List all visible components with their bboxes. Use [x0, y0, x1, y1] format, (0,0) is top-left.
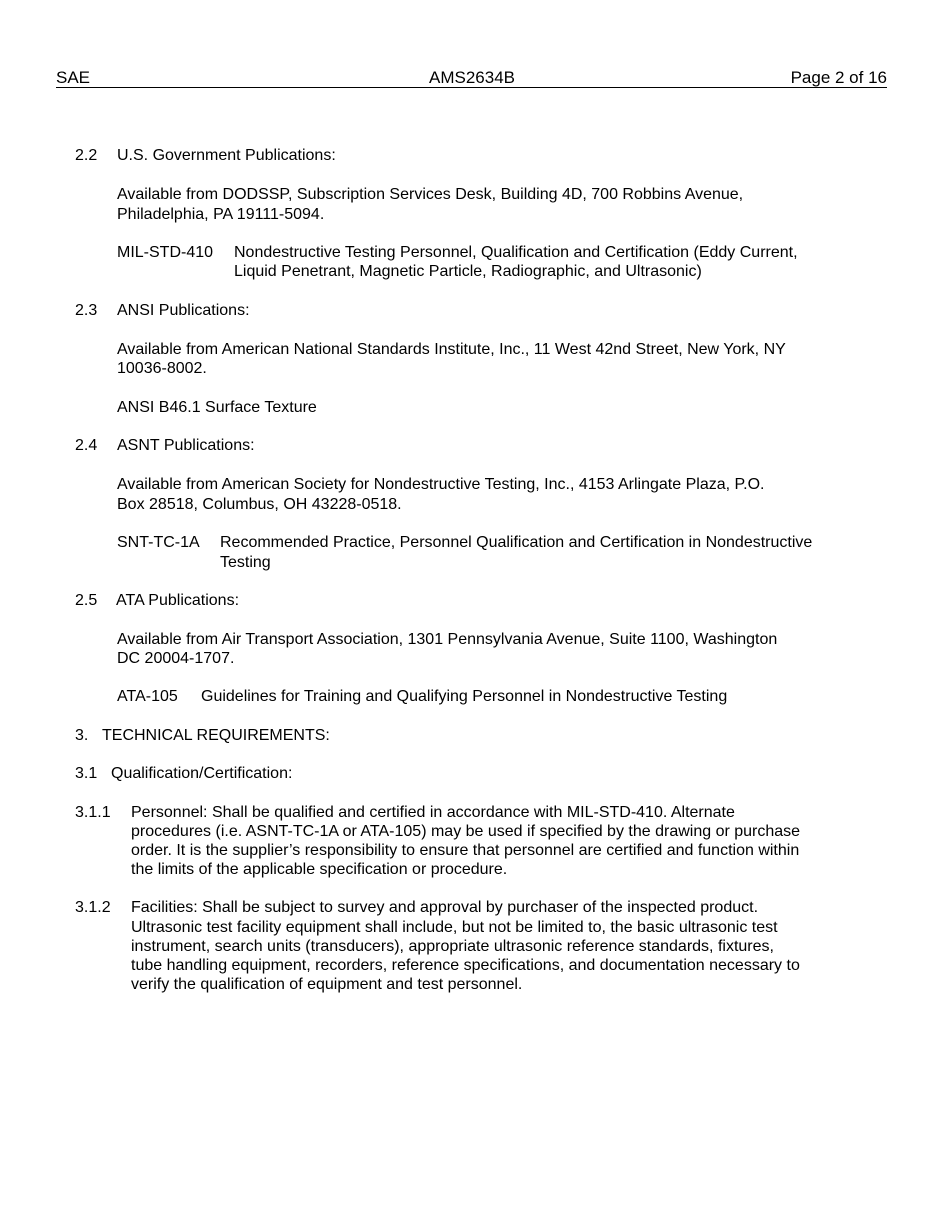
section-title: Qualification/Certification:	[111, 765, 293, 782]
section-title: ANSI Publications:	[117, 302, 250, 319]
paragraph-line: instrument, search units (transducers), appropriate ultrasonic reference standards, fixtures,	[131, 938, 774, 955]
paragraph-line: Personnel: Shall be qualified and certified in accordance with MIL-STD-410. Alternate	[131, 804, 735, 821]
section-number: 3.1	[75, 765, 98, 782]
availability-text: Available from American Society for Nondestructive Testing, Inc., 4153 Arlingate Plaza, P.O.	[117, 476, 765, 493]
page-header	[56, 68, 887, 88]
section-number: 3.1.2	[75, 899, 111, 916]
availability-text: DC 20004-1707.	[117, 650, 235, 667]
reference-id: MIL-STD-410	[117, 244, 214, 261]
section-title: TECHNICAL REQUIREMENTS:	[102, 727, 330, 744]
section-number: 2.4	[75, 437, 98, 454]
reference-id: ATA-105	[117, 688, 178, 705]
section-title: ASNT Publications:	[117, 437, 255, 454]
reference-text: ANSI B46.1 Surface Texture	[117, 399, 317, 416]
section-number: 2.5	[75, 592, 98, 609]
section-number: 3.1.1	[75, 804, 111, 821]
reference-id: SNT-TC-1A	[117, 534, 200, 551]
section-number: 2.2	[75, 147, 98, 164]
reference-title: Testing	[220, 554, 271, 571]
availability-text: Philadelphia, PA 19111-5094.	[117, 206, 325, 223]
header-page-number: Page 2 of 16	[790, 68, 887, 87]
availability-text: 10036-8002.	[117, 360, 207, 377]
paragraph-line: Facilities: Shall be subject to survey and approval by purchaser of the inspected product.	[131, 899, 759, 916]
header-org: SAE	[56, 68, 91, 87]
reference-title: Nondestructive Testing Personnel, Qualification and Certification (Eddy Current,	[234, 244, 798, 261]
header-doc-number: AMS2634B	[429, 68, 515, 87]
paragraph-line: the limits of the applicable specification or procedure.	[131, 861, 508, 878]
paragraph-line: verify the qualification of equipment and test personnel.	[131, 976, 523, 993]
availability-text: Box 28518, Columbus, OH 43228-0518.	[117, 496, 402, 513]
reference-title: Recommended Practice, Personnel Qualification and Certification in Nondestructive	[220, 534, 813, 551]
section-number: 2.3	[75, 302, 98, 319]
paragraph-line: Ultrasonic test facility equipment shall include, but not be limited to, the basic ultrasonic test	[131, 919, 778, 936]
reference-title: Guidelines for Training and Qualifying Personnel in Nondestructive Testing	[201, 688, 728, 705]
reference-title: Liquid Penetrant, Magnetic Particle, Radiographic, and Ultrasonic)	[234, 263, 702, 280]
availability-text: Available from DODSSP, Subscription Services Desk, Building 4D, 700 Robbins Avenue,	[117, 186, 744, 203]
availability-text: Available from American National Standards Institute, Inc., 11 West 42nd Street, New York, NY	[117, 341, 786, 358]
section-title: U.S. Government Publications:	[117, 147, 336, 164]
paragraph-line: tube handling equipment, recorders, reference specifications, and documentation necessary to	[131, 957, 800, 974]
paragraph-line: procedures (i.e. ASNT-TC-1A or ATA-105) may be used if specified by the drawing or purchase	[131, 823, 801, 840]
paragraph-line: order. It is the supplier’s responsibility to ensure that personnel are certified and function within	[131, 842, 800, 859]
section-number: 3.	[75, 727, 89, 744]
availability-text: Available from Air Transport Association, 1301 Pennsylvania Avenue, Suite 1100, Washington	[117, 631, 778, 648]
section-title: ATA Publications:	[116, 592, 240, 609]
